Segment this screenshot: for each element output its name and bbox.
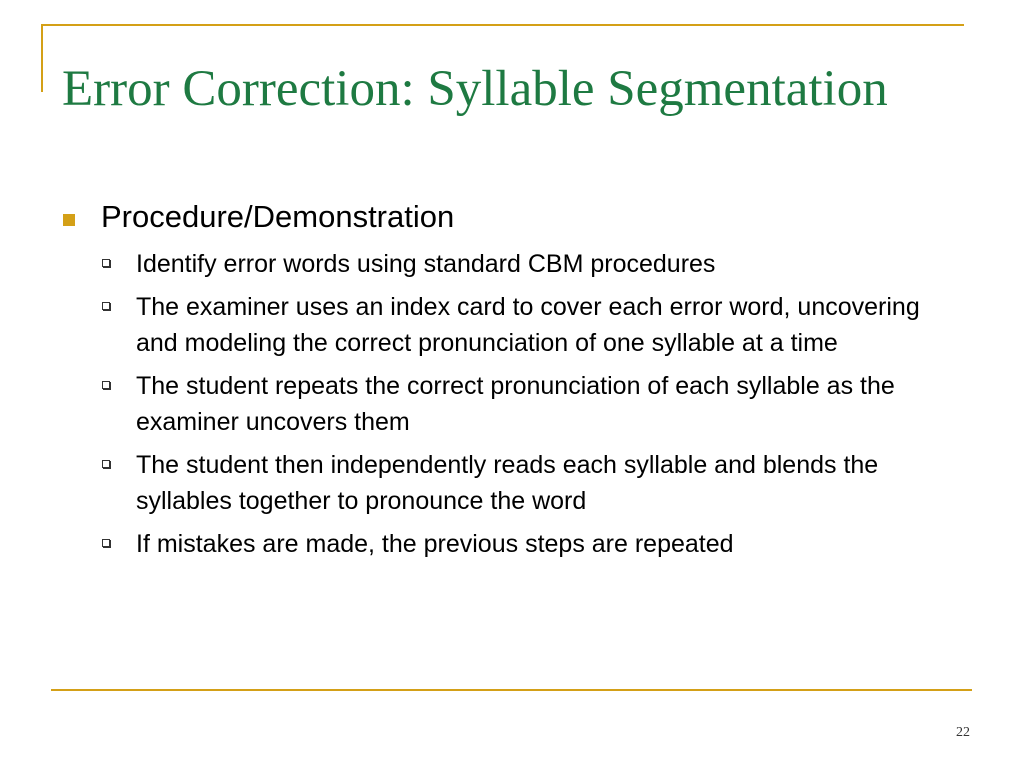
sub-bullet-text: The student then independently reads each syllable and blends the syllables together to pronounce the word	[136, 451, 879, 515]
hollow-square-bullet-icon	[102, 539, 110, 547]
hollow-square-bullet-icon	[102, 381, 110, 389]
sub-bullet-item	[60, 368, 980, 440]
sub-bullet-text: If mistakes are made, the previous steps are repeated	[136, 530, 734, 558]
sub-bullet-item	[60, 447, 980, 519]
frame-left-line	[41, 24, 43, 92]
sub-bullet-list	[60, 246, 980, 562]
footer-divider-line	[51, 689, 972, 691]
sub-bullet-text: Identify error words using standard CBM procedures	[136, 250, 716, 278]
sub-bullet-item	[60, 246, 980, 282]
hollow-square-bullet-icon	[102, 460, 110, 468]
sub-bullet-item	[60, 526, 980, 562]
slide-content	[60, 196, 980, 569]
frame-top-line	[41, 24, 964, 26]
sub-bullet-item	[60, 289, 980, 361]
square-bullet-icon	[63, 214, 75, 226]
page-number: 22	[956, 725, 970, 740]
bullet-item	[60, 196, 980, 238]
sub-bullet-text: The student repeats the correct pronunciation of each syllable as the examiner uncovers them	[136, 372, 895, 436]
hollow-square-bullet-icon	[102, 259, 110, 267]
bullet-text: Procedure/Demonstration	[101, 199, 455, 234]
hollow-square-bullet-icon	[102, 302, 110, 310]
sub-bullet-text: The examiner uses an index card to cover each error word, uncovering and modeling the correct pronunciation of one syllable at a time	[136, 293, 920, 357]
slide-title: Error Correction: Syllable Segmentation	[62, 61, 888, 117]
